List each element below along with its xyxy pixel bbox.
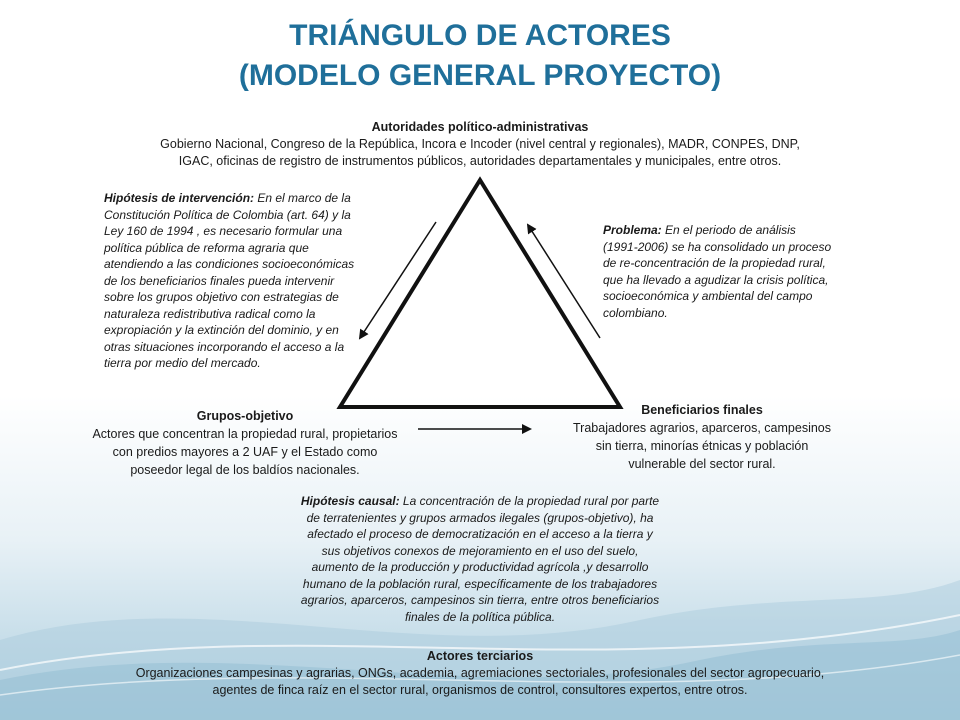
causal-line: finales de la política pública. xyxy=(404,609,556,624)
problem-line: Problema: En el periodo de análisis xyxy=(603,223,796,237)
target-groups-line: con predios mayores a 2 UAF y el Estado como xyxy=(112,445,378,459)
top-actor-heading: Autoridades político-administrativas xyxy=(371,120,589,134)
tertiary-actors-block xyxy=(60,648,900,699)
problem-line: (1991-2006) se ha consolidado un proceso xyxy=(603,239,832,254)
top-actor-line: Gobierno Nacional, Congreso de la República, Incora e Incoder (nivel central y regionales), MADR, CONPES, DNP, xyxy=(160,137,800,151)
causal-line: humano de la población rural, específicamente de los trabajadores xyxy=(302,576,658,591)
actor-triangle xyxy=(340,180,620,407)
beneficiaries-line: sin tierra, minorías étnicas y población xyxy=(595,439,809,453)
causal-hypothesis xyxy=(270,493,690,625)
intervention-line: de los beneficiarios finales pueda intervenir xyxy=(104,273,335,288)
problem-label: Problema: xyxy=(603,223,662,237)
target-groups-line: Actores que concentran la propiedad rural, propietarios xyxy=(92,427,398,441)
tertiary-line: agentes de finca raíz en el sector rural, organismos de control, consultores expertos, entre otros. xyxy=(212,683,748,697)
causal-line: agrarios, aparceros, campesinos sin tierra, entre otros beneficiarios xyxy=(300,593,660,607)
intervention-line: Constitución Política de Colombia (art. 64) y la xyxy=(104,207,351,222)
problem-line: colombiano. xyxy=(603,305,668,320)
target-groups-block xyxy=(70,407,420,479)
causal-line: de terratenientes y grupos armados ilegales (grupos-objetivo), ha xyxy=(306,510,654,525)
problem-line: que ha llevado a agudizar la crisis política, xyxy=(603,272,829,287)
beneficiaries-heading: Beneficiarios finales xyxy=(641,403,763,417)
causal-line: Hipótesis causal: La concentración de la propiedad rural por parte xyxy=(300,494,660,508)
problem-line: socioeconómica y ambiental del campo xyxy=(603,289,813,303)
intervention-line: Ley 160 de 1994 , es necesario formular una xyxy=(104,224,343,238)
intervention-line: naturaleza redistributiva radical como la xyxy=(104,306,316,321)
beneficiaries-line: vulnerable del sector rural. xyxy=(628,457,776,471)
top-actor-line: IGAC, oficinas de registro de instrumentos públicos, autoridades departamentales y municipales, entre otros. xyxy=(178,154,782,168)
intervention-line: otras situaciones incorporando el acceso a la xyxy=(104,339,345,354)
intervention-line: sobre los grupos objetivo con estrategias de xyxy=(104,290,339,304)
top-actor-block xyxy=(100,119,860,170)
intervention-line: tierra por medio del mercado. xyxy=(104,356,261,370)
causal-label: Hipótesis causal: xyxy=(300,494,400,508)
intervention-line: expropiación y la extinción del dominio, y en xyxy=(104,323,339,337)
intervention-hypothesis xyxy=(104,190,376,372)
causal-line: afectado el proceso de democratización en el acceso a la tierra y xyxy=(307,527,653,541)
problem-arrow xyxy=(528,225,600,338)
page-subtitle: (MODELO GENERAL PROYECTO) xyxy=(238,59,722,92)
intervention-line: Hipótesis de intervención: En el marco de la xyxy=(104,191,351,205)
tertiary-line: Organizaciones campesinas y agrarias, ONGs, academia, agremiaciones sectoriales, profesionales del sector agropecuario, xyxy=(135,666,825,680)
tertiary-heading: Actores terciarios xyxy=(426,649,534,663)
target-groups-line: poseedor legal de los baldíos nacionales. xyxy=(130,463,360,477)
beneficiaries-line: Trabajadores agrarios, aparceros, campesinos xyxy=(573,421,831,435)
problem-statement xyxy=(603,222,863,321)
intervention-line: atendiendo a las condiciones socioeconómicas xyxy=(104,257,355,271)
causal-line: sus objetivos conexos de mejoramiento en el uso del suelo, xyxy=(321,543,639,558)
target-groups-heading: Grupos-objetivo xyxy=(196,409,294,423)
beneficiaries-block xyxy=(552,401,852,473)
page-title: TRIÁNGULO DE ACTORES xyxy=(289,19,671,52)
problem-line: de re-concentración de la propiedad rural, xyxy=(603,256,826,270)
intervention-label: Hipótesis de intervención: xyxy=(104,191,255,205)
causal-line: aumento de la producción y productividad agrícola ,y desarrollo xyxy=(311,560,649,574)
intervention-line: política pública de reforma agraria que xyxy=(104,240,309,255)
